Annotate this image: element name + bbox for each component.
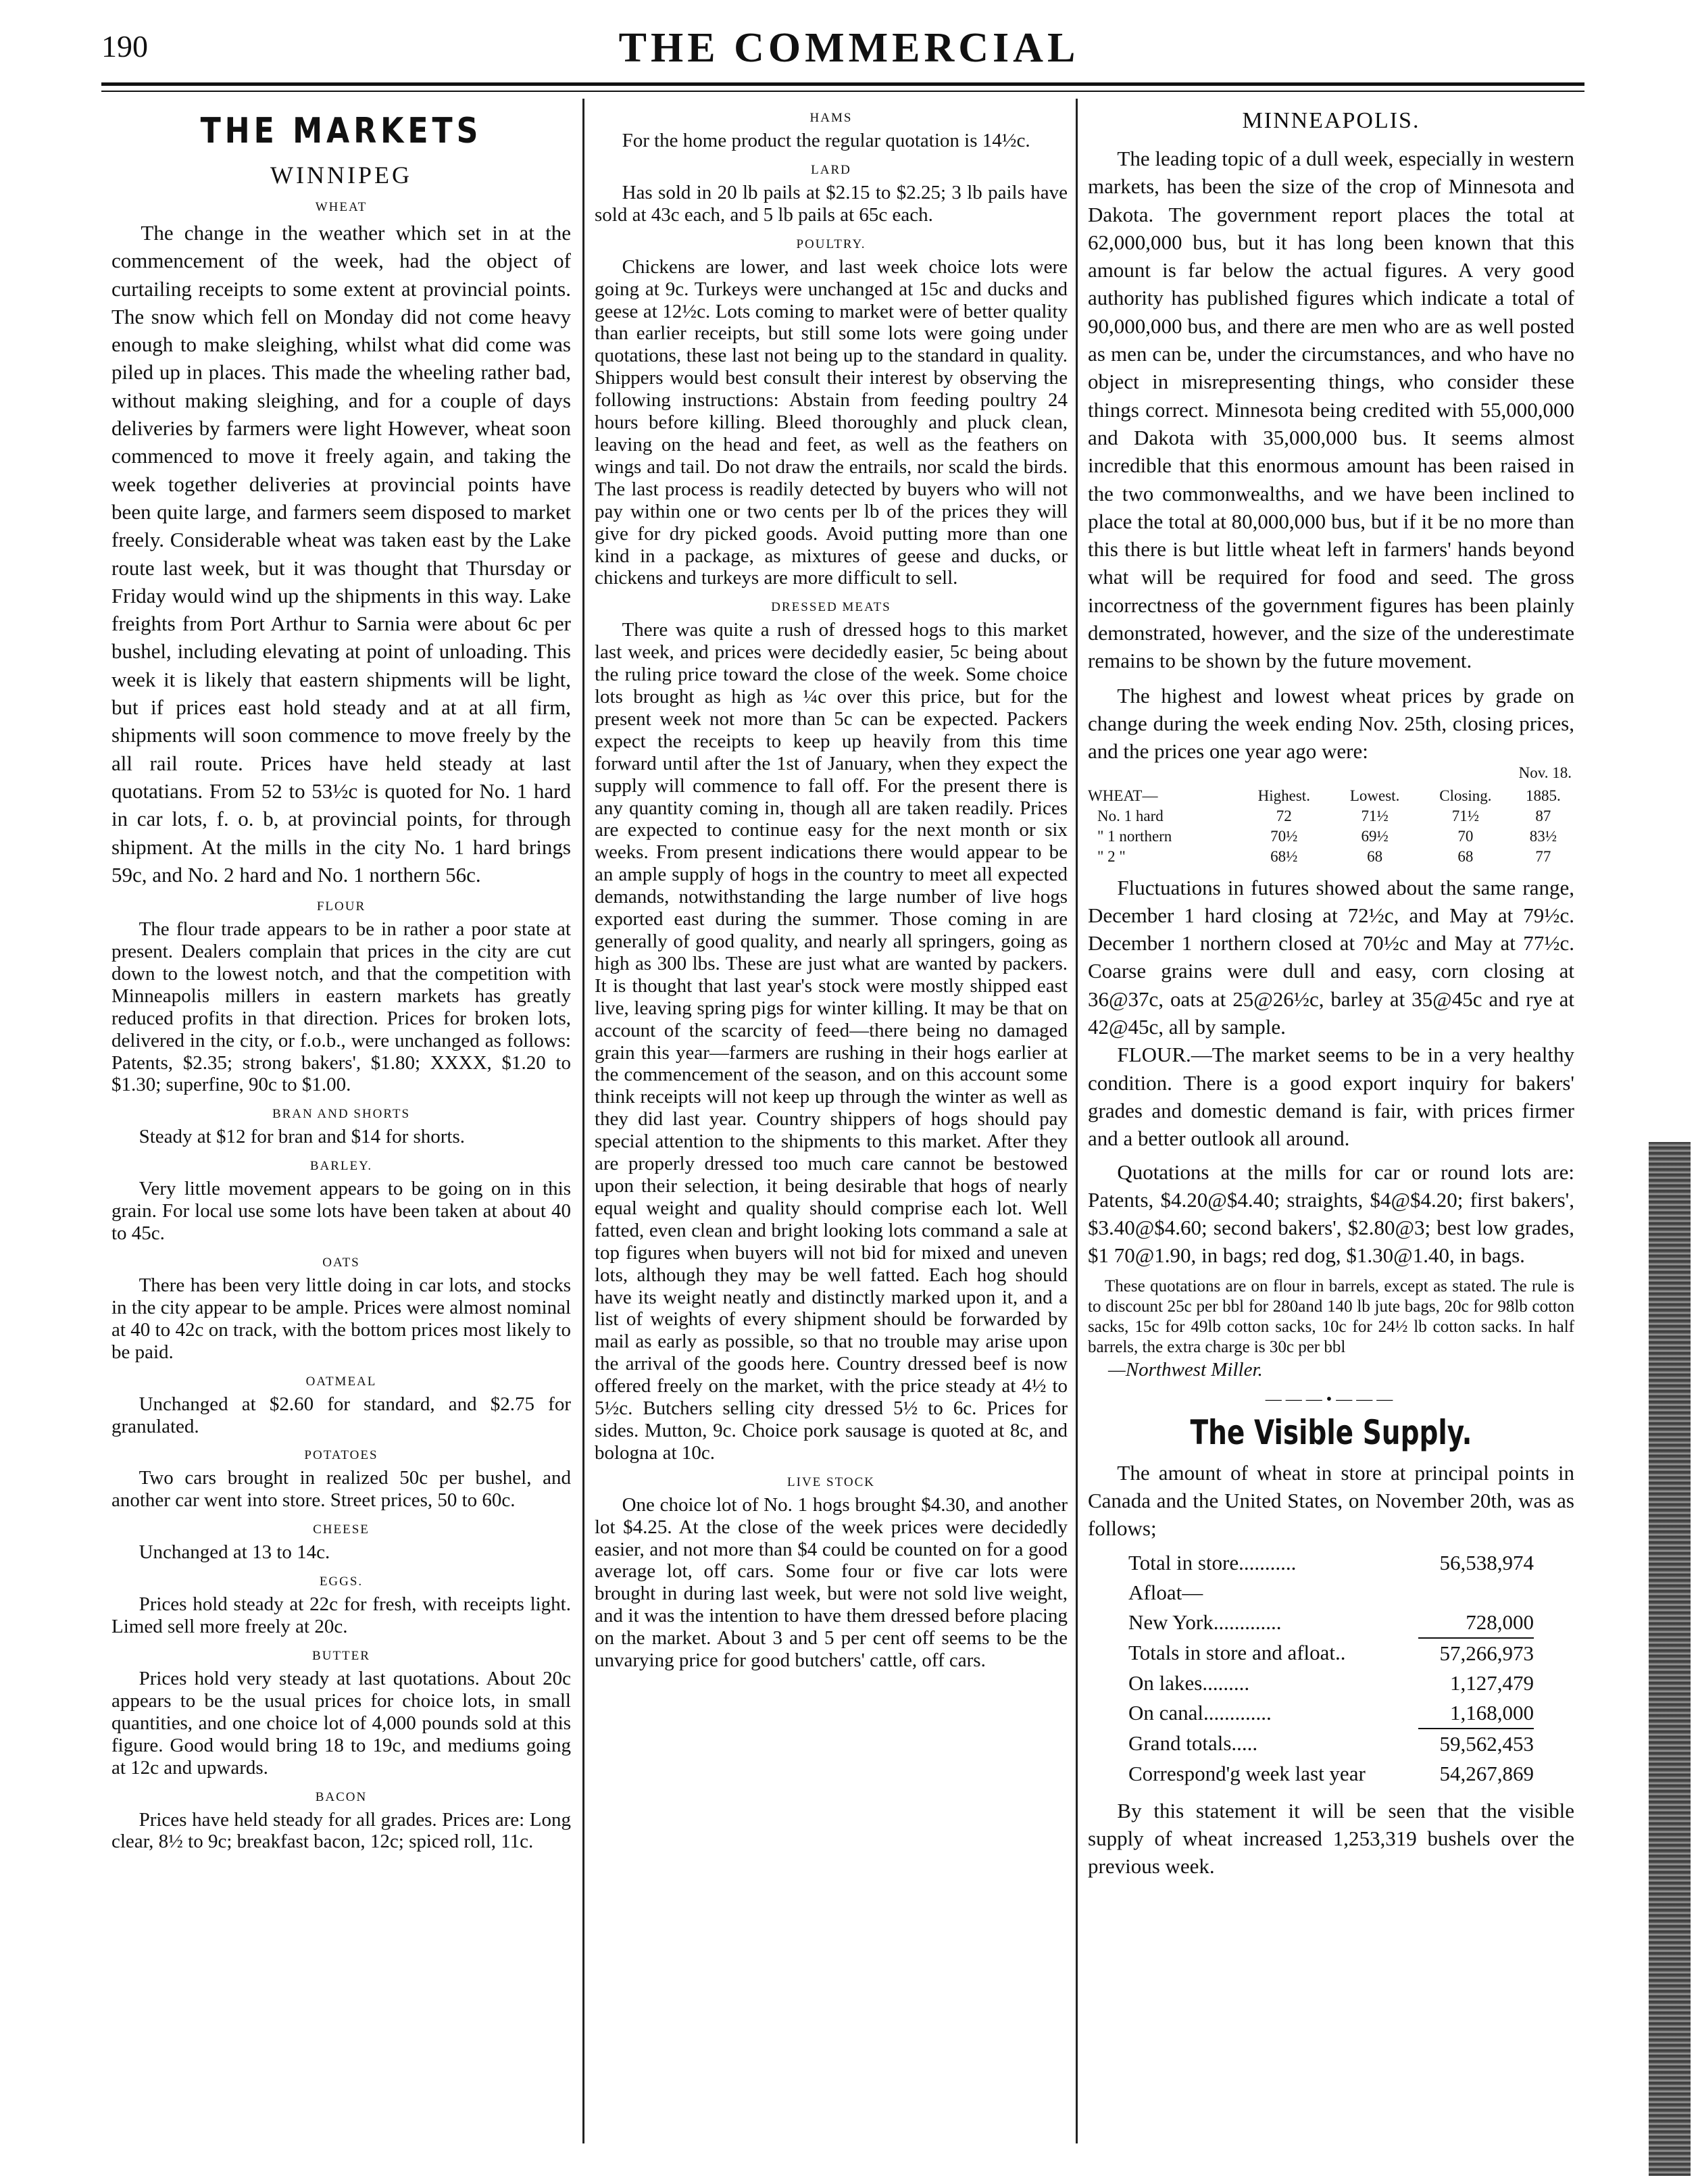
- price-table-header: [1088, 786, 1574, 806]
- column-divider-right: [1076, 99, 1078, 2143]
- price-cell: 71½: [1451, 807, 1480, 824]
- cheese-heading: CHEESE: [313, 1522, 370, 1537]
- supply-label: Grand totals.....: [1128, 1731, 1258, 1756]
- minneapolis-para-5: Quotations at the mills for car or round lots are: Patents, $4.20@$4.40; straights, $4@$4.20; first bakers', $3.40@$4.60; second bakers', $2.80@3; best low grades, $1 70@1.90, in bags; red dog, $1.30@1.40, in bags.: [1088, 1160, 1574, 1268]
- oatmeal-heading: OATMEAL: [305, 1374, 377, 1389]
- minneapolis-heading: MINNEAPOLIS.: [1242, 108, 1420, 133]
- oatmeal-text: Unchanged at $2.60 for standard, and $2.75 for granulated.: [111, 1393, 571, 1437]
- price-cell: 71½: [1361, 807, 1389, 824]
- table-row: [1128, 1548, 1534, 1578]
- bran-heading: BRAN AND SHORTS: [272, 1107, 411, 1122]
- bacon-text: Prices have held steady for all grades. Prices are: Long clear, 8½ to 9c; breakfast bacon, 12c; spiced roll, 11c.: [111, 1808, 571, 1853]
- butter-text: Prices hold very steady at last quotations. About 20c appears to be the usual prices for choice lots, in small quantities, and one choice lot of 4,000 pounds sold at this figure. Good would bring 18 to 19c, and mediums going at 12c and upwards.: [111, 1667, 571, 1779]
- price-cell: " 1 northern: [1097, 827, 1172, 845]
- minneapolis-para-4: FLOUR.—The market seems to be in a very healthy condition. There is a good export inquiry for bakers' grades and domestic demand is fair, with prices firmer and a better outlook all around.: [1088, 1043, 1574, 1151]
- table-row: [1088, 826, 1574, 847]
- eggs-heading: EGGS.: [319, 1574, 364, 1589]
- supply-label: Total in store...........: [1128, 1550, 1297, 1574]
- cheese-text: Unchanged at 13 to 14c.: [139, 1541, 330, 1564]
- eggs-text: Prices hold steady at 22c for fresh, with receipts light. Limed sell more freely at 20c.: [111, 1593, 571, 1638]
- visible-supply-table: [1128, 1548, 1534, 1789]
- flour-text: The flour trade appears to be in rather a poor state at present. Dealers complain that prices in the city are cut down to the lowest notch, and that the competition with Minneapolis millers in eastern markets has greatly reduced profits in that direction. Prices for broken lots, delivered in the city, or f.o.b., were unchanged as follows: Patents, $2.35; strong bakers', $1.80; XXXX, $1.20 to $1.30; superfine, 90c to $1.00.: [111, 918, 571, 1096]
- price-cell: 69½: [1361, 827, 1389, 845]
- minneapolis-para-1: The leading topic of a dull week, especially in western markets, has been the size of the crop of Minnesota and Dakota. The government report places the total at 62,000,000 bus, but it has long been known that this amount is far below the actual figures. A very good authority has published figures which indicate a total of 90,000,000 bus, and there are men who are as well posted as men can be, under the circumstances, and who have no object in misrepresenting things, who consider these things correct. Minnesota being credited with 55,000,000 and Dakota with 35,000,000 bus. It seems almost incredible that this enormous amount has been raised in the two commonwealths, and we have been inclined to place the total at 80,000,000 bus, but if it be no more than this there is but little wheat left in farmers' hands beyond what will be required for food and seed. The gross incorrectness of the government figures has been plainly demonstrated, however, and the size of the underestimate remains to be shown by the future movement.: [1088, 147, 1574, 673]
- price-cell: 68½: [1270, 847, 1298, 865]
- source-credit: —Northwest Miller.: [1108, 1358, 1263, 1381]
- butter-heading: BUTTER: [312, 1648, 370, 1663]
- flour-heading: FLOUR: [316, 899, 366, 914]
- price-cell: 70½: [1270, 827, 1298, 845]
- table-row: [1128, 1729, 1534, 1759]
- minneapolis-para-2: The highest and lowest wheat prices by grade on change during the week ending Nov. 25th, closing prices, and the prices one year ago were:: [1088, 683, 1574, 764]
- price-cell: 87: [1535, 807, 1551, 824]
- dressed-meats-text: There was quite a rush of dressed hogs to this market last week, and prices were decidedly easier, 5c being about the ruling price toward the close of the week. Some choice lots brought as high as ¼c over this price, but for the present week not more than 5c can be expected. Packers expect the receipts to keep up heavily from this time forward until after the 1st of January, when they expect the supply will commence to fall off. For the present there is any quantity coming in, though all are taken readily. Prices are expected to continue easy for the next month or six weeks. From present indications there would appear to be an ample supply of hogs in the country to meet all expected demands, notwithstanding the large number of live hogs exported east during the summer. Those coming in are generally of good quality, and nearly all springers, going as high as 300 lbs. These are just what are wanted by packers. It is thought that last year's stock were mostly shipped east live, leaving spring pigs for winter killing. It may be that on account of the scarcity of feed—there being no damaged grain this year—farmers are rushing in their hogs earlier at the commencement of the season, and on this account some think receipts will not keep up through the winter as well as they did last year. Country shippers of hogs should pay special attention to the shipments to this market. After they are properly dressed too much care cannot be bestowed upon their selection, it being desirable that hogs of nearly equal weight and quality should comprise each lot. Well fatted, even clean and bright looking lots command a sale at top figures when buyers will not bid for mixed and uneven lots, although they may be well fatted. Each hog should have its weight neatly and distinctly marked upon it, and a list of weights of every shipment should be forwarded by mail as early as possible, so that no trouble may arise upon the arrival of the goods here. Country dressed beef is now offered freely on the market, with the price steady at 4½ to 5½c. Butchers selling city dressed 5½ to 6c. Prices for sides. Mutton, 9c. Choice pork sausage is quoted at 8c, and bologna at 10c.: [595, 619, 1068, 1464]
- visible-supply-title: The Visible Supply.: [1190, 1412, 1472, 1452]
- potatoes-heading: POTATOES: [304, 1448, 378, 1463]
- wheat-text: The change in the weather which set in at the commencement of the week, had the object of curtailing receipts to some extent at provincial points. The snow which fell on Monday did not come heavy enough to make sleighing, whilst what did come was piled up in places. This made the wheeling rather bad, without making sleighing, and for a couple of days deliveries by farmers were light However, wheat soon commenced to move it freely again, and taking the week together deliveries at provincial points have been quite large, and farmers seem disposed to market freely. Considerable wheat was taken east by the Lake route last week, but it was thought that Thursday or Friday would wind up the shipments in this way. Lake freights from Port Arthur to Sarnia were about 6c per bushel, including elevating at point of unloading. This week it is likely that eastern shipments will be light, but if prices east hold steady and at at all firm, shipments will soon commence to move freely by the all rail route. Prices have held steady at last quotatians. From 52 to 53½c is quoted for No. 1 hard in car lots, f. o. b, at provincial points, for through shipment. At the mills in the city No. 1 hard brings 59c, and No. 2 hard and No. 1 northern 56c.: [111, 221, 571, 887]
- price-header-cell: Highest.: [1257, 787, 1310, 804]
- barley-text: Very little movement appears to be going on in this grain. For local use some lots have been taken at about 40 to 45c.: [111, 1178, 571, 1245]
- supply-value: 1,168,000: [1450, 1700, 1534, 1724]
- column-winnipeg: [111, 108, 571, 1853]
- live-stock-text: One choice lot of No. 1 hogs brought $4.30, and another lot $4.25. At the close of the week prices were decidedly easier, and not more than $4 could be counted on for a good average lot, off cars. Some four or five car lots were brought in during last week, but were not sold live weight, and it was the intention to have them dressed before placing on the market. About 3 and 5 per cent off seems to be the unvarying price for good butchers' cattle, off cars.: [595, 1493, 1068, 1672]
- supply-value: 54,267,869: [1439, 1761, 1534, 1785]
- supply-label: Correspond'g week last year: [1128, 1761, 1366, 1785]
- barley-heading: BARLEY.: [309, 1159, 373, 1174]
- hams-text: For the home product the regular quotation is 14½c.: [622, 130, 1030, 151]
- page-number: 190: [101, 29, 148, 64]
- table-row: [1128, 1759, 1534, 1789]
- oats-heading: OATS: [322, 1256, 360, 1270]
- bran-text: Steady at $12 for bran and $14 for shorts.: [139, 1126, 466, 1148]
- price-table-date: Nov. 18.: [1518, 764, 1572, 781]
- supply-value: 57,266,973: [1418, 1638, 1534, 1668]
- price-header-cell: 1885.: [1526, 787, 1561, 804]
- scan-edge-artifact: [1649, 1142, 1691, 2176]
- supply-value: 56,538,974: [1439, 1550, 1534, 1574]
- wheat-heading: WHEAT: [315, 200, 368, 214]
- price-cell: 77: [1535, 847, 1551, 865]
- price-cell: " 2 ": [1097, 847, 1126, 865]
- table-row: [1128, 1668, 1534, 1698]
- visible-supply-intro: The amount of wheat in store at principal points in Canada and the United States, on November 20th, was as follows;: [1088, 1460, 1574, 1541]
- price-cell: 83½: [1529, 827, 1557, 845]
- supply-value: [1418, 1578, 1534, 1608]
- supply-label: On lakes.........: [1128, 1670, 1250, 1695]
- supply-label: Afloat—: [1128, 1580, 1203, 1604]
- live-stock-heading: LIVE STOCK: [787, 1474, 875, 1489]
- markets-title: THE MARKETS: [200, 111, 482, 151]
- hams-heading: HAMS: [809, 111, 853, 125]
- masthead-rule-thin: [101, 91, 1584, 92]
- supply-value: 728,000: [1466, 1610, 1534, 1634]
- price-header-cell: WHEAT—: [1088, 787, 1158, 804]
- price-cell: 70: [1457, 827, 1474, 845]
- supply-value: 59,562,453: [1418, 1729, 1534, 1759]
- price-header-cell: Closing.: [1439, 787, 1492, 804]
- bacon-heading: BACON: [315, 1789, 368, 1804]
- dressed-meats-heading: DRESSED MEATS: [771, 600, 891, 615]
- oats-text: There has been very little doing in car lots, and stocks in the city appear to be ample. Prices were almost nominal at 40 to 42c on track, with the bottom prices most likely to be paid.: [111, 1274, 571, 1363]
- table-row: [1128, 1698, 1534, 1729]
- column-minneapolis: [1088, 108, 1574, 1880]
- section-ornament: ———•———: [1265, 1390, 1397, 1408]
- wheat-price-table: [1088, 786, 1574, 867]
- table-row: [1088, 806, 1574, 826]
- supply-label: New York.............: [1128, 1610, 1282, 1635]
- minneapolis-para-3: Fluctuations in futures showed about the same range, December 1 hard closing at 72½c, and May at 79½c. December 1 northern closed at 70½c and May at 77½c. Coarse grains were dull and easy, corn closing at 36@37c, oats at 25@26½c, barley at 35@45c and rye at 42@45c, all by sample.: [1088, 875, 1574, 1039]
- price-cell: 72: [1276, 807, 1292, 824]
- footnote-text: These quotations are on flour in barrels, except as stated. The rule is to discount 25c per bbl for 280and 140 lb jute bags, 20c for 98lb cotton sacks, 15c for 49lb cotton sacks, 10c for 24½ lb cotton sacks. In half barrels, the extra charge is 30c per bbl: [1088, 1276, 1574, 1356]
- supply-label: On canal.............: [1128, 1701, 1272, 1725]
- column-divider-left: [582, 99, 584, 2143]
- supply-label: Totals in store and afloat..: [1128, 1641, 1346, 1665]
- price-cell: 68: [1457, 847, 1474, 865]
- table-row: [1088, 847, 1574, 867]
- price-cell: No. 1 hard: [1097, 807, 1164, 824]
- poultry-text: Chickens are lower, and last week choice lots were going at 9c. Turkeys were unchanged at 15c and ducks and geese at 12½c. Lots coming to market were of better quality than earlier receipts, but still some lots were going under quotations, these last not being up to the standard in quality. Shippers would best consult their interest by observing the following instructions: Abstain from feeding poultry 24 hours before killing. Bleed thoroughly and pluck clean, leaving on the head and feet, as well as the feathers on wings and tail. Do not draw the entrails, nor scald the birds. The last process is readily detected by buyers who will not pay within one or two cents per lb of the prices they will give for dry picked goods. Avoid putting more than one kind in a package, as mixtures of geese and ducks, or chickens and turkeys are more difficult to sell.: [595, 255, 1068, 589]
- quotation-footnote: [1088, 1276, 1574, 1358]
- supply-value: 1,127,479: [1450, 1670, 1534, 1695]
- table-row: [1128, 1608, 1534, 1638]
- price-cell: 68: [1367, 847, 1383, 865]
- lard-heading: LARD: [811, 162, 851, 177]
- winnipeg-heading: WINNIPEG: [270, 162, 412, 189]
- column-provisions: [595, 108, 1068, 1672]
- masthead-rule-thick: [101, 82, 1584, 86]
- masthead: THE COMMERCIAL: [618, 25, 1080, 71]
- table-row: [1128, 1638, 1534, 1668]
- potatoes-text: Two cars brought in realized 50c per bushel, and another car went into store. Street prices, 50 to 60c.: [111, 1467, 571, 1512]
- poultry-heading: POULTRY.: [796, 237, 866, 251]
- lard-text: Has sold in 20 lb pails at $2.15 to $2.25; 3 lb pails have sold at 43c each, and 5 lb pails at 65c each.: [595, 181, 1068, 226]
- table-row: [1128, 1578, 1534, 1608]
- price-header-cell: Lowest.: [1349, 787, 1400, 804]
- visible-supply-closing: By this statement it will be seen that the visible supply of wheat increased 1,253,319 bushels over the previous week.: [1088, 1798, 1574, 1879]
